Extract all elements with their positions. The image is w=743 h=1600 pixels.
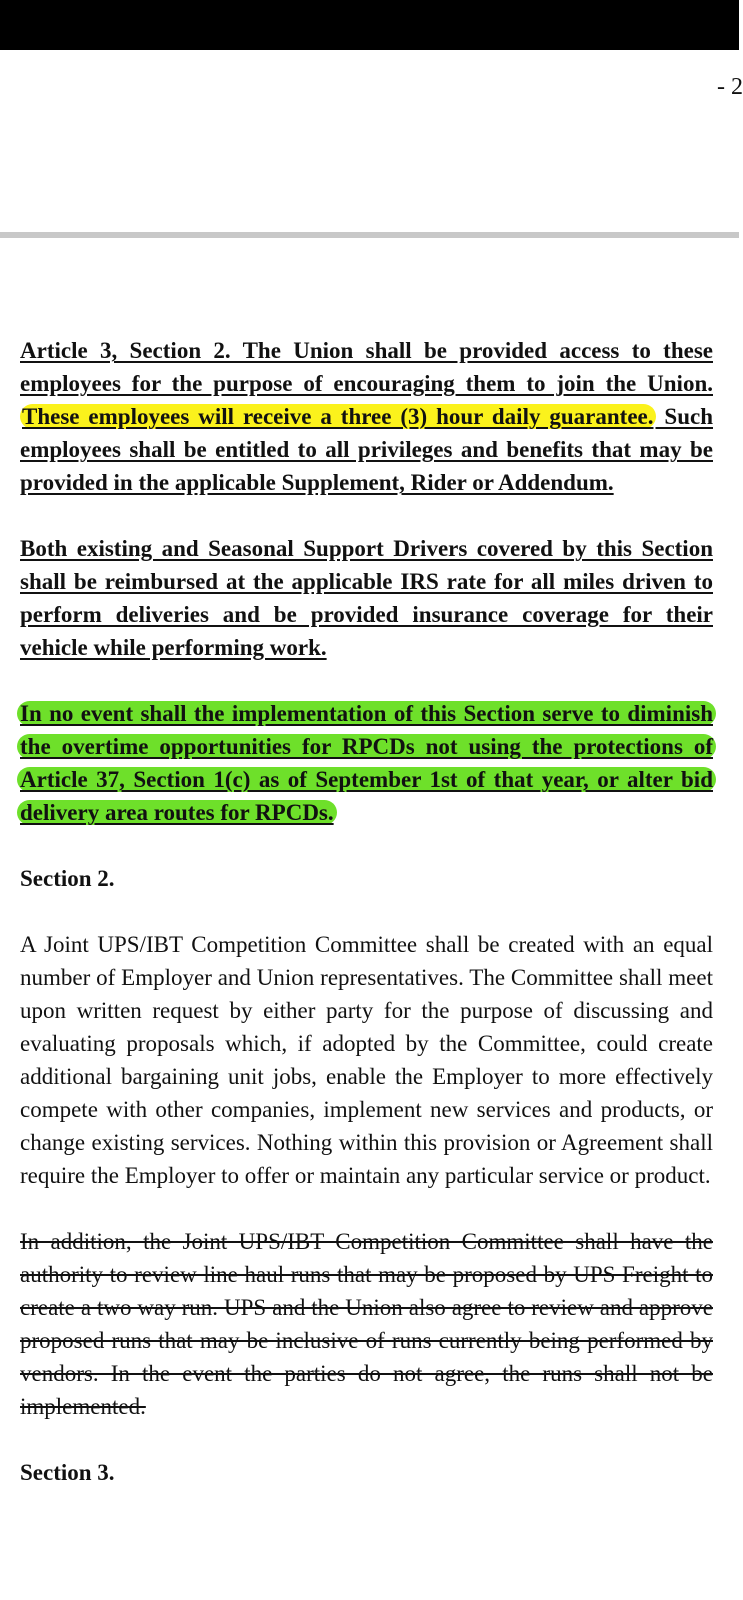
article-rest: Such employees shall be entitled to all privileges and benefits that may be provided in the applicable Supplement, Rider or Addendum. [20,404,713,495]
section-2-heading: Section 2. [20,866,115,891]
section-3-heading: Section 3. [20,1460,115,1485]
struck-paragraph: In addition, the Joint UPS/IBT Competition Committee shall have the authority to review line haul runs that may be proposed by UPS Freight to create a two way run. UPS and the Union also agree to review and approve proposed runs that may be inclusive of runs currently being performed by vendors. In the event the parties do not agree, the runs shall not be implemented. [20,1229,713,1419]
article-intro: Article 3, Section 2. The Union shall be provided access to these employees for the purpose of encouraging them to join the Union. [20,338,713,396]
top-status-bar [0,0,739,50]
article-3-paragraph [20,334,713,499]
page-divider [0,232,739,238]
green-highlight: In no event shall the implementation of this Section serve to diminish the overtime opportunities for RPCDs not using the protections of Article 37, Section 1(c) as of September 1st of that year, or alter bid delivery area routes for RPCDs. [17,701,716,825]
drivers-paragraph: Both existing and Seasonal Support Drivers covered by this Section shall be reimbursed at the applicable IRS rate for all miles driven to perform deliveries and be provided insurance coverage for their vehicle while performing work. [20,536,713,660]
section-2-body: A Joint UPS/IBT Competition Committee shall be created with an equal number of Employer and Union representatives. The Committee shall meet upon written request by either party for the purpose of discussing and evaluating proposals which, if adopted by the Committee, could create additional bargaining unit jobs, enable the Employer to more effectively compete with other companies, implement new services and products, or change existing services. Nothing within this provision or Agreement shall require the Employer to offer or maintain any particular service or product. [20,932,713,1188]
yellow-highlight: These employees will receive a three (3) hour daily guarantee. [22,404,654,429]
document-body [20,334,713,1522]
page-number: - 2 [717,74,743,100]
overtime-paragraph [20,697,713,829]
